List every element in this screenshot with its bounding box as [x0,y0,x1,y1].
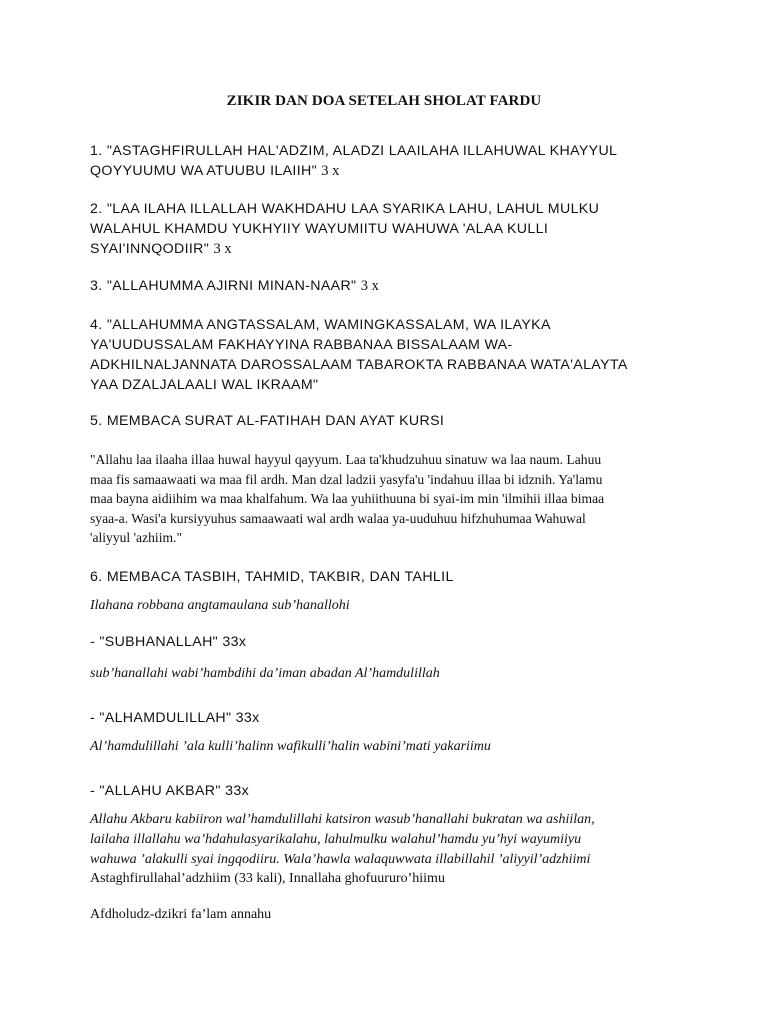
allahuakbar-line-1: Allahu Akbaru kabiiron wal’hamdulillahi katsiron wasub’hanallahi bukratan wa ashiilan, [90,812,595,827]
item-3-count: 3 x [360,278,379,294]
alhamdulillah-label: - "ALHAMDULILLAH" 33x [90,710,260,726]
istighfar-text: Astaghfirullahal’adzhiim (33 kali), Innallaha ghofuururo’hiimu [90,871,445,886]
kursi-line-2: maa fis samaawaati wa maa fil ardh. Man dzal ladzii yasyfa'u 'indahuu illaa bi idznih. Ya'lamu [90,471,603,487]
allahuakbar-text [90,810,690,870]
item-2-line-2: WALAHUL KHAMDU YUKHYIIY WAYUMIITU WAHUWA 'ALAA KULLI [90,221,549,237]
item-4-line-1: 4. "ALLAHUMMA ANGTASSALAM, WAMINGKASSALAM, WA ILAYKA [90,317,551,333]
dzikir-item-1 [90,141,690,181]
dzikir-item-2 [90,199,690,259]
item-4-line-2: YA'UUDUSSALAM FAKHAYYINA RABBANAA BISSALAAM WA- [90,337,513,353]
item-3-text: 3. "ALLAHUMMA AJIRNI MINAN-NAAR" [90,278,357,294]
item-5-heading: 5. MEMBACA SURAT AL-FATIHAH DAN AYAT KURSI [90,413,445,429]
kursi-line-4: syaa-a. Wasi'a kursiyyuhus samaawaati wal ardh walaa ya-uuduhuu hifzhuhumaa Wahuwal [90,510,586,526]
item-4-line-3: ADKHILNALJANNATA DAROSSALAAM TABAROKTA RABBANAA WATA'ALAYTA [90,357,628,373]
allahuakbar-label: - "ALLAHU AKBAR" 33x [90,783,250,799]
alhamdulillah-text: Al’hamdulillahi ’ala kulli’halinn wafikulli’halin wabini’mati yakariimu [90,739,491,754]
item-2-count: 3 x [213,241,232,257]
dzikir-item-4 [90,315,690,395]
item-6-intro: Ilahana robbana angtamaulana sub’hanallohi [90,598,350,613]
subhanallah-text: sub’hanallahi wabi’hambdihi da’iman abadan Al’hamdulillah [90,666,440,681]
item-1-count: 3 x [321,163,340,179]
dzikir-item-3 [90,276,690,296]
item-2-line-3: SYAI'INNQODIIR" 3 x [90,241,232,257]
page-title: ZIKIR DAN DOA SETELAH SHOLAT FARDU [226,93,542,109]
kursi-line-3: maa bayna aidiihim wa maa khalfahum. Wa laa yuhiithuuna bi syai-im min 'ilmihii illaa bimaa [90,491,605,506]
allahuakbar-line-2: lailaha illallahu wa’hdahulasyarikalahu, lahulmulku walahul’hamdu yu’hyi wayumiiyu [90,832,582,847]
item-1-line-1: 1. "ASTAGHFIRULLAH HAL'ADZIM, ALADZI LAAILAHA ILLAHUWAL KHAYYUL [90,143,618,159]
item-6-heading: 6. MEMBACA TASBIH, TAHMID, TAKBIR, DAN TAHLIL [90,569,454,585]
item-4-line-4: YAA DZALJALAALI WAL IKRAAM" [90,377,319,393]
allahuakbar-line-3: wahuwa ’alakulli syai ingqodiiru. Wala’hawla walaquwwata illabillahil ’aliyyil’adzhiimi [90,852,591,867]
closing-text: Afdholudz-dzikri fa’lam annahu [90,907,272,922]
kursi-line-1: "Allahu laa ilaaha illaa huwal hayyul qayyum. Laa ta'khudzuhuu sinatuw wa laa naum. Lahuu [90,452,602,467]
kursi-line-5: 'aliyyul 'azhiim." [90,530,182,545]
subhanallah-label: - "SUBHANALLAH" 33x [90,634,247,650]
ayat-kursi-text [90,450,690,548]
item-2-line-1: 2. "LAA ILAHA ILLALLAH WAKHDAHU LAA SYARIKA LAHU, LAHUL MULKU [90,201,600,217]
item-1-line-2: QOYYUUMU WA ATUUBU ILAIIH" 3 x [90,163,340,179]
